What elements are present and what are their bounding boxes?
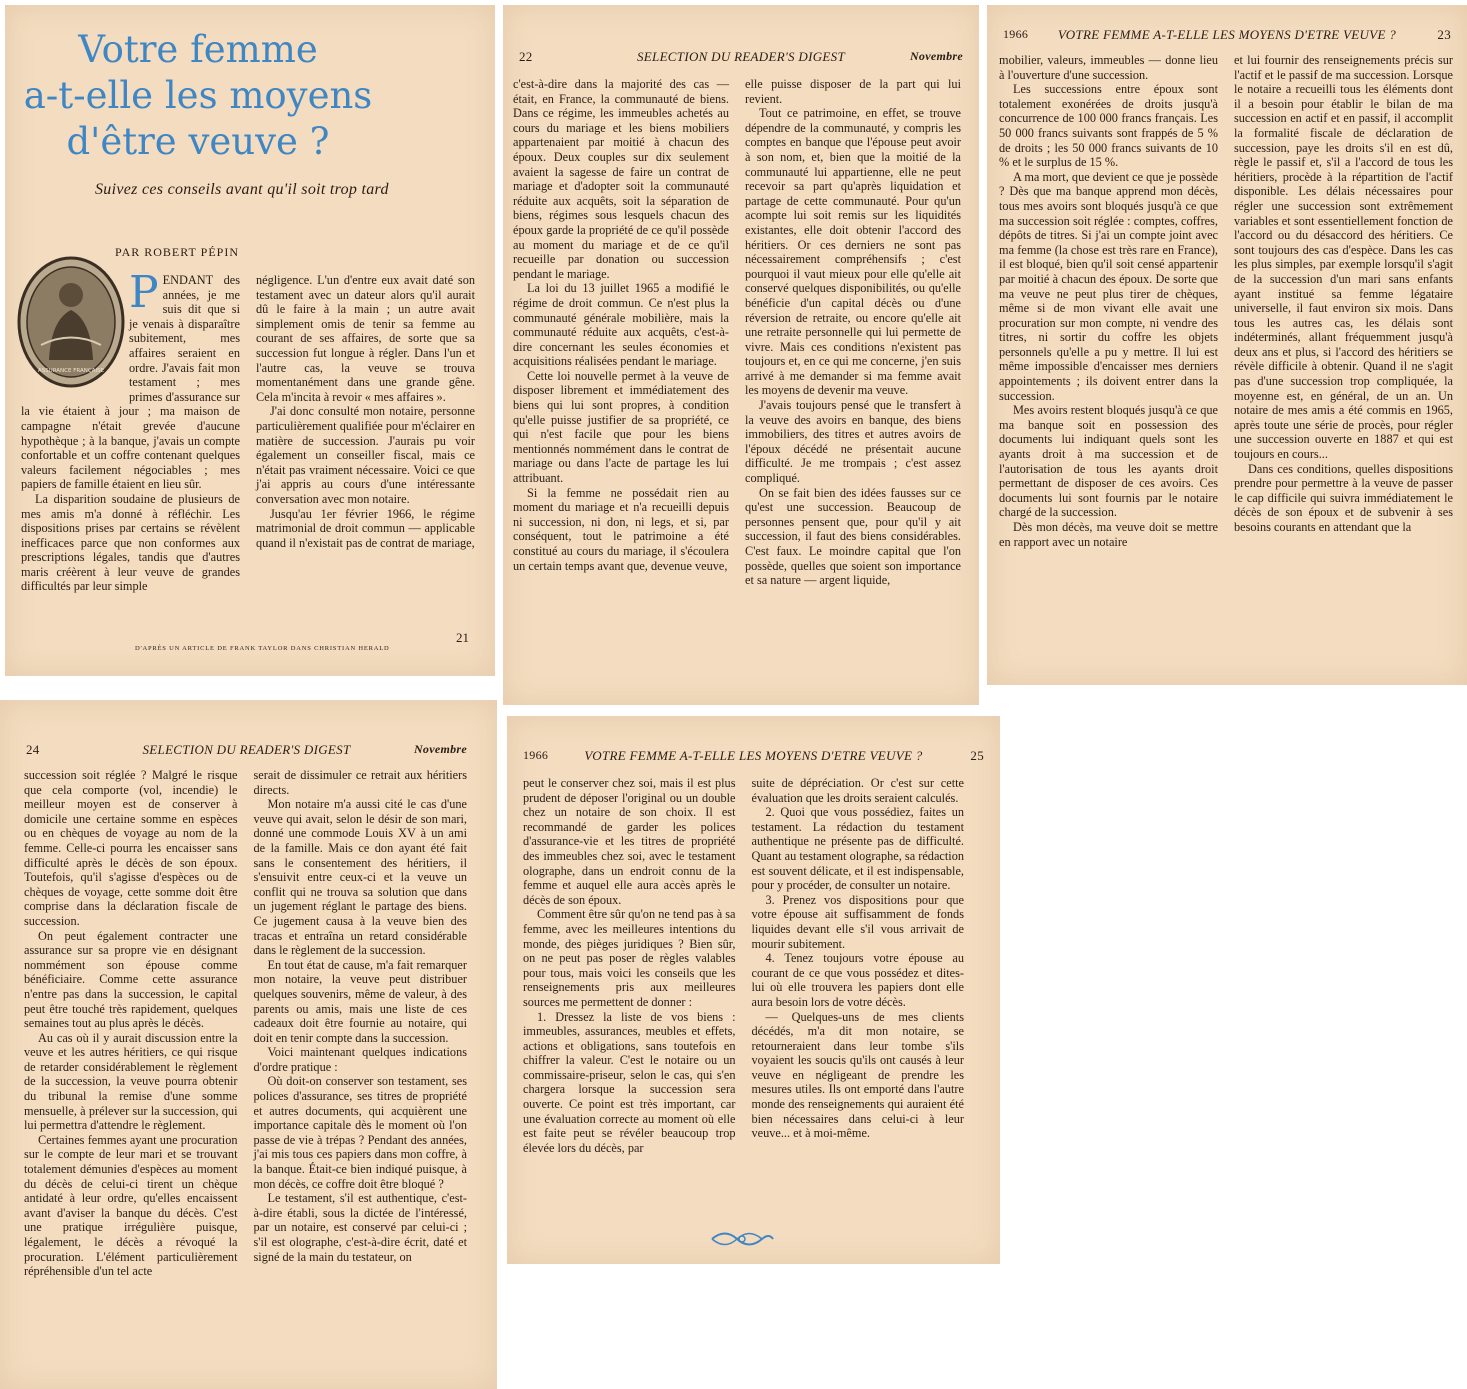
article-credit: D'APRÈS UN ARTICLE DE FRANK TAYLOR DANS CHRISTIAN HERALD bbox=[135, 645, 390, 652]
paragraph: Tout ce patrimoine, en effet, se trouve dépendre de la communauté, y compris les comptes en banque que l'épouse peut avoir à son nom, et, bien que la moitié de la communauté lui appartienne, elle ne peut recevoir sa part qu'après liquidation et partage de cette communauté. Pour qu'un acompte lui soit remis sur les liquidités existantes, elle doit obtenir l'accord des héritiers. Or ces derniers ne sont pas nécessairement compréhensifs ; c'est pourquoi il vaut mieux pour elle qu'elle ait conservé quelques disponibilités, ou qu'elle bénéficie d'un capital décès ou d'une réversion de retraite, ou encore qu'elle ait une retraite personnelle qui lui permette de vivre. Mais ces conditions n'existent pas toujours et, en ce qui me concerne, j'en suis arrivé à me demander si ma femme avait les moyens de devenir ma veuve. bbox=[745, 106, 961, 398]
paragraph: On se fait bien des idées fausses sur ce qu'est une succession. Beaucoup de personnes pensent que, pour qu'il y ait succession, il faut des biens considérables. C'est faux. Le moindre capital que l'on possède, quelles que soient son importance et sa nature — argent liquide, bbox=[745, 485, 961, 588]
running-title: SELECTION DU READER'S DIGEST bbox=[637, 49, 845, 64]
title-line-3: d'être veuve ? bbox=[66, 120, 330, 163]
p23-column-2 bbox=[1234, 53, 1453, 681]
page-21 bbox=[5, 5, 495, 676]
paragraph: Comment être sûr qu'on ne tend pas à sa femme, avec les meilleures intentions du monde, des pièges juridiques ? Bien sûr, on ne peut pas poser de règles valables pour tous, mais voici les conseils que les renseignements pris aux meilleures sources me permettent de donner : bbox=[523, 907, 736, 1009]
paragraph: En tout état de cause, m'a fait remarquer mon notaire, la veuve peut distribuer quelques souvenirs, même de valeur, à des parents ou amis, mais une liste de ces cadeaux doit être fournie au notaire, qui doit en tenir compte dans la succession. bbox=[253, 957, 467, 1045]
article-subtitle: Suivez ces conseils avant qu'il soit trop tard bbox=[95, 181, 389, 198]
paragraph: Où doit-on conserver son testament, ses polices d'assurance, ses titres de propriété et autres documents, qui acquièrent une importance capitale dès le moment où l'on passe de vie à trépas ? Pendant des années, j'ai mis tous ces papiers dans mon coffre, à la banque. Était-ce bien indiqué puisque, à mon décès, ce coffre doit être bloqué ? bbox=[253, 1074, 467, 1191]
running-year: 1966 bbox=[1003, 27, 1029, 41]
paragraph: Dès mon décès, ma veuve doit se mettre en rapport avec un notaire bbox=[999, 520, 1218, 549]
p24-column-2 bbox=[254, 768, 468, 1383]
page-22 bbox=[503, 5, 979, 705]
article-title bbox=[23, 27, 373, 165]
running-head bbox=[1003, 27, 1451, 45]
byline: PAR ROBERT PÉPIN bbox=[115, 245, 239, 259]
paragraph: 2. Quoi que vous possédiez, faites un testament. La rédaction du testament authentique ne présente pas de difficulté. Quant au testament olographe, sa rédaction est souvent délicate, et il est indispensable, pour y procéder, de consulter un notaire. bbox=[751, 805, 964, 893]
paragraph: Certaines femmes ayant une procuration sur le compte de leur mari et se trouvant totalement démunies d'espèces au moment du décès de celui-ci tirent un chèque antidaté à leur ordre, qu'elles encaissent avant d'aviser la banque du décès. C'est une pratique irrégulière puisque, légalement, le décès a révoqué la procuration. L'élément particulièrement répréhensible d'un tel acte bbox=[24, 1132, 238, 1279]
paragraph: La disparition soudaine de plusieurs de mes amis m'a donné à réfléchir. Les dispositions prises par certains se révèlent inefficaces parce que non conformes aux prescriptions légales, tandis que d'autres maris créèrent à leur veuve de grandes difficultés par leur simple bbox=[21, 491, 240, 594]
svg-text:ASSURANCE FRANÇAISE: ASSURANCE FRANÇAISE bbox=[37, 368, 105, 374]
p21-column-1 bbox=[21, 267, 240, 643]
running-year: 1966 bbox=[523, 748, 549, 762]
paragraph: Dans ces conditions, quelles dispositions prendre pour permettre à la veuve de passer le cap difficile qui suivra immédiatement le décès de son époux et de subvenir à ses besoins courants en attendant que la bbox=[1234, 461, 1453, 534]
drop-cap: P bbox=[129, 267, 159, 318]
paragraph: J'avais toujours pensé que le transfert à la veuve des avoirs en banque, des biens immobiliers, des titres et autres avoirs de l'époux décédé ne présentait aucune difficulté. Je me trompais ; c'est assez compliqué. bbox=[745, 398, 961, 486]
page-23 bbox=[987, 5, 1467, 685]
paragraph: Si la femme ne possédait rien au moment du mariage et n'a recueilli depuis ni succession, ni don, ni legs, et si, par conséquent, tout le patrimoine a été constitué au cours du mariage, il s'écoulera un certain temps avant que, devenue veuve, bbox=[513, 485, 729, 573]
running-head bbox=[519, 49, 963, 67]
p21-column-2 bbox=[256, 273, 475, 643]
running-title: VOTRE FEMME A-T-ELLE LES MOYENS D'ETRE VEUVE ? bbox=[584, 748, 923, 763]
running-month: Novembre bbox=[909, 49, 963, 63]
paragraph: c'est-à-dire dans la majorité des cas — était, en France, la communauté de biens. Dans ce régime, les immeubles achetés au cours du mariage et les biens mobiliers appartenaient par moitié à chacun des époux. Deux couples sur dix seulement avaient la sagesse de faire un contrat de mariage et d'adopter soit la communauté réduite aux acquêts, soit la séparation de biens, régimes sous lesquels chacun des époux garde la propriété de ce qu'il possède au moment du mariage et de ce qu'il recueille par donation ou succession pendant le mariage. bbox=[513, 77, 729, 281]
page-number: 21 bbox=[456, 630, 469, 645]
p22-column-2 bbox=[745, 77, 961, 697]
title-line-2: a-t-elle les moyens bbox=[23, 74, 373, 117]
page-number: 25 bbox=[970, 748, 984, 763]
page-number: 24 bbox=[26, 742, 40, 757]
p23-column-1 bbox=[999, 53, 1218, 681]
paragraph: La loi du 13 juillet 1965 a modifié le régime de droit commun. Ce n'est plus la communauté générale mobilière, mais la communauté réduite aux acquêts, c'est-à-dire concernant les seules économies et acquisitions réalisées pendant le mariage. bbox=[513, 281, 729, 369]
running-month: Novembre bbox=[413, 742, 467, 756]
paragraph: 3. Prenez vos dispositions pour que votre épouse ait suffisamment de fonds liquides devant elle s'il vous arrivait de mourir subitement. bbox=[751, 892, 964, 951]
paragraph: J'ai donc consulté mon notaire, personne particulièrement qualifiée pour m'éclairer en matière de succession. J'aurais pu voir également un conseiller fiscal, mais ce n'était pas vraiment nécessaire. Voici ce que j'ai appris au cours d'une intéressante conversation avec mon notaire. bbox=[256, 404, 475, 506]
paragraph: Jusqu'au 1er février 1966, le régime matrimonial de droit commun — applicable quand il n'existait pas de contrat de mariage, bbox=[256, 506, 475, 550]
running-head bbox=[523, 748, 984, 766]
page-number: 22 bbox=[519, 49, 533, 64]
running-head bbox=[26, 742, 467, 760]
paragraph: Mon notaire m'a aussi cité le cas d'une veuve qui avait, selon le désir de son mari, donné une commode Louis XV à un ami de la famille. Mais ce don ayant été fait sans le consentement des héritiers, il s'ensuivit entre ceux-ci et la veuve un conflit qui ne trouva sa solution que dans un jugement réglant le partage des biens. Ce jugement causa à la veuve bien des tracas et entraîna un retard considérable dans le règlement de la succession. bbox=[253, 797, 467, 958]
paragraph: mobilier, valeurs, immeubles — donne lieu à l'ouverture d'une succession. bbox=[999, 53, 1218, 82]
paragraph: Voici maintenant quelques indications d'ordre pratique : bbox=[253, 1045, 467, 1074]
end-ornament-icon bbox=[707, 1226, 777, 1252]
paragraph: On peut également contracter une assurance sur sa propre vie en désignant nommément son épouse comme bénéficiaire. Comme cette assurance n'entre pas dans la succession, le capital peut être touché très rapidement, quelques semaines tout au plus après le décès. bbox=[24, 928, 238, 1031]
running-title: VOTRE FEMME A-T-ELLE LES MOYENS D'ETRE VEUVE ? bbox=[1057, 27, 1397, 42]
paragraph: négligence. L'un d'entre eux avait daté son testament avec un dateur alors qu'il aurait dû le faire à la main ; un autre avait simplement omis de tenir sa femme au courant de ses affaires, de sorte que sa succession fut longue à régler. Dans l'un et l'autre cas, la veuve se trouva momentanément dans une grande gêne. Cela m'incita à revoir « mes affaires ». bbox=[256, 273, 475, 404]
p25-column-1 bbox=[523, 776, 736, 1216]
paragraph: — Quelques-uns de mes clients décédés, m'a dit mon notaire, se retourneraient dans leur tombe s'ils voyaient les soucis qu'ils ont causés à leur veuve en négligeant de prendre les mesures utiles. Ils ont emporté dans l'autre monde des renseignements qui auraient été bien nécessaires dans celui-ci à leur veuve... et à moi-même. bbox=[751, 1009, 964, 1141]
paragraph: Le testament, s'il est authentique, c'est-à-dire établi, sous la dictée de l'intéressé, par un notaire, est conservé par celui-ci ; s'il est olographe, c'est-à-dire écrit, daté et signé de la main du testateur, on bbox=[253, 1191, 467, 1264]
title-line-1: Votre femme bbox=[78, 28, 318, 71]
paragraph: Les successions entre époux sont totalement exonérées de droits jusqu'à concurrence de 100 000 francs français. Les 50 000 francs suivants sont frappés de 5 % de droits ; les 50 000 francs suivants de 10 % et le surplus de 15 %. bbox=[999, 82, 1218, 170]
p25-column-2 bbox=[752, 776, 965, 1216]
paragraph: Cette loi nouvelle permet à la veuve de disposer librement et immédiatement des biens qui lui sont propres, à condition qu'elle puisse justifier de sa propriété, ce qui n'est facile que pour les biens mentionnés nommément dans le contrat de mariage ou dans l'acte de partage les lui attribuant. bbox=[513, 368, 729, 486]
page-24 bbox=[0, 700, 497, 1389]
paragraph: Mes avoirs restent bloqués jusqu'à ce que ma banque soit en possession des documents lui indiquant quels sont les ayants droit à ma succession et de l'autorisation de tous les ayants droit permettant de disposer de ces avoirs. Ces documents lui sont fournis par le notaire chargé de la succession. bbox=[999, 403, 1218, 520]
paragraph: suite de dépréciation. Or c'est sur cette évaluation que les droits seraient calculés. bbox=[751, 776, 964, 805]
paragraph: succession soit réglée ? Malgré le risque que cela comporte (vol, incendie) le meilleur moyen est de conserver à domicile une certaine somme en espèces ou en chèques de voyage au nom de la femme. Celle-ci pourra les encaisser sans difficulté après le décès de son époux. Toutefois, qu'il s'agisse d'espèces ou de chèques de voyage, cette somme doit être comprise dans la déclaration fiscale de succession. bbox=[24, 768, 238, 928]
paragraph: et lui fournir des renseignements précis sur l'actif et le passif de ma succession. Lorsque le notaire a recueilli tous les éléments dont il a besoin pour établir le bilan de ma succession en actif et en passif, il accomplit la formalité fiscale de déclaration de succession, paye les droits s'il en est dû, règle le passif et, s'il a l'accord de tous les héritiers, procède à la répartition de l'actif disponible. Les délais nécessaires pour régler une succession sont extrêmement variables et sont essentiellement fonction de l'accord ou du désaccord des héritiers. Ce sont toujours des cas d'espèce. Dans les cas les plus simples, par exemple lorsqu'il s'agit de la succession d'un mari sans enfants ayant institué sa femme légataire universelle, il faut environ six mois. Dans tous les autres cas, les délais sont indéterminés, allant fréquemment jusqu'à deux ans et plus, si l'accord des héritiers se révèle difficile à obtenir. Quand il ne s'agit pas d'une succession trop compliquée, la moyenne est, en général, de un an. Un notaire de mes amis a été commis en 1965, après toute une série de procès, pour régler une succession ouverte en 1887 et qui est toujours en cours... bbox=[1234, 53, 1453, 462]
paragraph: elle puisse disposer de la part qui lui revient. bbox=[745, 77, 961, 106]
paragraph: 4. Tenez toujours votre épouse au courant de ce que vous possédez et dites-lui où elle trouvera les papiers dont elle aura besoin lors de votre décès. bbox=[751, 951, 964, 1009]
running-title: SELECTION DU READER'S DIGEST bbox=[142, 742, 351, 757]
p22-column-1 bbox=[513, 77, 729, 697]
paragraph: serait de dissimuler ce retrait aux héritiers directs. bbox=[253, 768, 467, 797]
paragraph: ENDANT des années, je me suis dit que si je venais à disparaître subitement, mes affaires seraient en ordre. J'avais fait mon testament ; mes primes d'assurance sur la vie étaient à jour ; ma maison de campagne n'était grevée d'aucune hypothèque ; à la banque, j'avais un compte confortable et un coffre contenant quelques valeurs facilement négociables ; mes papiers de famille étaient en lieu sûr. bbox=[21, 273, 240, 492]
page-25 bbox=[507, 716, 1000, 1264]
paragraph: peut le conserver chez soi, mais il est plus prudent de déposer l'original ou un double chez un notaire de son choix. Il est recommandé de garder les polices d'assurance-vie et les titres de propriété des immeubles chez soi, avec le testament olographe, dans un endroit connu de la femme et auquel elle aura accès après le décès de son époux. bbox=[523, 776, 736, 907]
paragraph: Au cas où il y aurait discussion entre la veuve et les autres héritiers, ce qui risque de retarder considérablement le règlement de la succession, la veuve pourra obtenir du tribunal la remise d'une somme mensuelle, à prélever sur la succession, qui lui permettra d'attendre le règlement. bbox=[24, 1030, 238, 1133]
paragraph: 1. Dressez la liste de vos biens : immeubles, assurances, meubles et effets, actions et obligations, sans toutefois en chiffrer la valeur. C'est le notaire ou un commissaire-priseur, selon le cas, qui s'en chargera lorsque la succession sera ouverte. Ce point est très important, car une évaluation correcte au moment où elle est faite peut se révéler beaucoup trop élevée lors du décès, par bbox=[523, 1009, 736, 1155]
p24-column-1 bbox=[24, 768, 238, 1383]
page-number: 23 bbox=[1437, 27, 1451, 42]
paragraph: A ma mort, que devient ce que je possède ? Dès que ma banque apprend mon décès, tous mes avoirs sont bloqués jusqu'à ce que ma succession soit réglée : comptes, coffres, dépôts de titres. Si j'ai un compte joint avec ma femme (la chose est très rare en France), il est bloqué, bien qu'il soit censé appartenir par moitié à chacun des époux. De sorte que ma veuve ne peut plus tirer de chèques, même si de mon vivant elle avait une procuration sur mon compte, ni vendre des titres, ni sortir du coffre les objets personnels qu'elle a pu y mettre. Il lui est même impossible d'encaisser mes derniers appointements ; ils doivent entrer dans la succession. bbox=[999, 169, 1218, 403]
